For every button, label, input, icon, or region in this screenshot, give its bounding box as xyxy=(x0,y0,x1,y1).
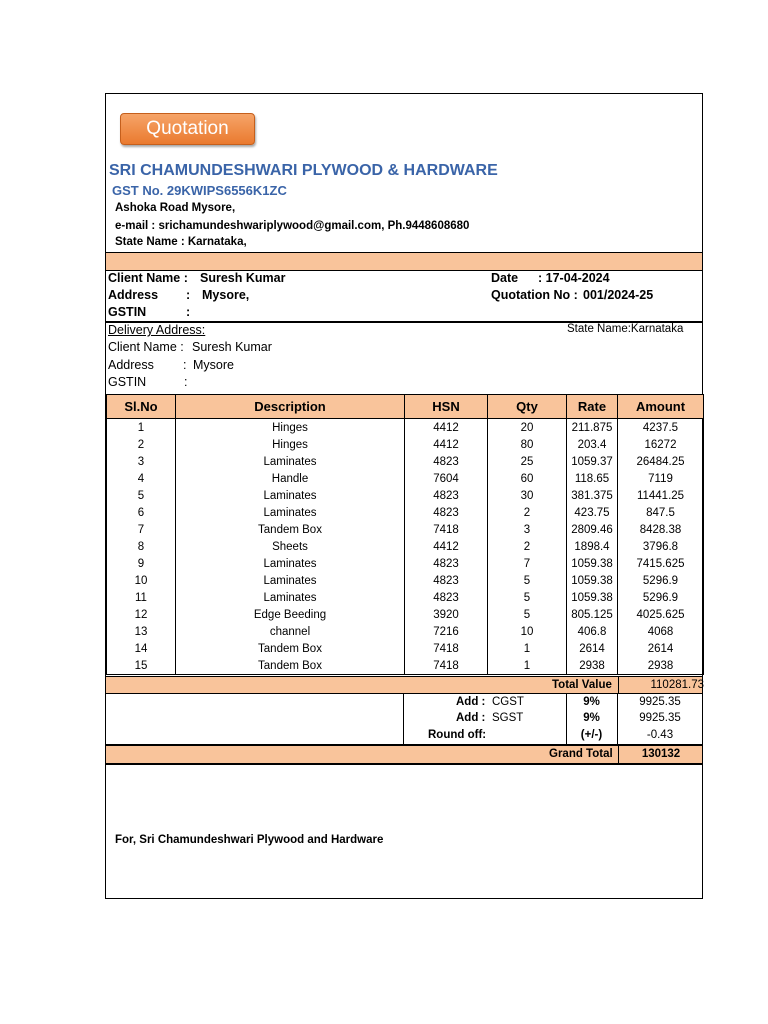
company-name: SRI CHAMUNDESHWARI PLYWOOD & HARDWARE xyxy=(109,162,498,179)
total-value-label: Total Value xyxy=(552,679,612,691)
client-name: Suresh Kumar xyxy=(200,271,286,285)
cell-description: Handle xyxy=(176,470,405,487)
header-amount: Amount xyxy=(618,395,704,419)
client-gstin-label: GSTIN xyxy=(108,305,147,319)
cell-hsn: 4823 xyxy=(405,453,488,470)
cell-qty: 1 xyxy=(488,657,567,675)
cell-qty: 30 xyxy=(488,487,567,504)
cell-rate: 2809.46 xyxy=(567,521,618,538)
cell-rate: 1059.38 xyxy=(567,555,618,572)
total-value: 110281.73 xyxy=(650,679,704,691)
round-off-row xyxy=(404,727,703,744)
cell-slno: 6 xyxy=(107,504,176,521)
cell-qty: 25 xyxy=(488,453,567,470)
quotation-no: 001/2024-25 xyxy=(583,288,654,302)
cell-slno: 15 xyxy=(107,657,176,675)
table-row xyxy=(107,453,704,470)
cell-rate: 1059.38 xyxy=(567,589,618,606)
cell-qty: 1 xyxy=(488,640,567,657)
total-value-row xyxy=(106,676,702,694)
cell-hsn: 4412 xyxy=(405,419,488,437)
grand-total-row xyxy=(106,744,702,765)
company-address: Ashoka Road Mysore, xyxy=(115,202,236,214)
cell-qty: 7 xyxy=(488,555,567,572)
delivery-gstin-label: GSTIN xyxy=(108,375,147,389)
cell-amount: 5296.9 xyxy=(618,572,704,589)
cell-amount: 7415.625 xyxy=(618,555,704,572)
cell-hsn: 4823 xyxy=(405,487,488,504)
delivery-address: Mysore xyxy=(193,358,234,372)
cell-slno: 14 xyxy=(107,640,176,657)
cell-hsn: 4823 xyxy=(405,589,488,606)
delivery-address-sep: : xyxy=(183,358,187,372)
cgst-row xyxy=(404,693,703,711)
cell-slno: 11 xyxy=(107,589,176,606)
cell-qty: 20 xyxy=(488,419,567,437)
cell-slno: 13 xyxy=(107,623,176,640)
cell-hsn: 4412 xyxy=(405,436,488,453)
cell-description: Sheets xyxy=(176,538,405,555)
cell-rate: 423.75 xyxy=(567,504,618,521)
cell-description: Edge Beeding xyxy=(176,606,405,623)
header-rate: Rate xyxy=(567,395,618,419)
date-value: : 17-04-2024 xyxy=(538,271,610,285)
cell-rate: 211.875 xyxy=(567,419,618,437)
cell-slno: 7 xyxy=(107,521,176,538)
client-gstin-sep: : xyxy=(186,305,191,319)
cell-description: Tandem Box xyxy=(176,657,405,675)
table-row xyxy=(107,470,704,487)
client-name-label: Client Name : xyxy=(108,271,188,285)
table-row xyxy=(107,419,704,437)
table-row xyxy=(107,640,704,657)
cell-rate: 1898.4 xyxy=(567,538,618,555)
cell-amount: 2938 xyxy=(618,657,704,675)
cell-hsn: 4823 xyxy=(405,555,488,572)
quotation-sheet xyxy=(105,93,703,899)
cell-qty: 80 xyxy=(488,436,567,453)
cell-rate: 805.125 xyxy=(567,606,618,623)
cell-amount: 4237.5 xyxy=(618,419,704,437)
company-contact: e-mail : srichamundeshwariplywood@gmail.com, Ph.9448608680 xyxy=(115,220,470,232)
table-row xyxy=(107,521,704,538)
delivery-name: Suresh Kumar xyxy=(192,340,272,354)
cell-rate: 381.375 xyxy=(567,487,618,504)
company-state: State Name : Karnataka, xyxy=(115,236,247,248)
cell-slno: 12 xyxy=(107,606,176,623)
date-label: Date xyxy=(491,271,519,285)
client-address-sep: : xyxy=(186,288,191,302)
delivery-state: State Name:Karnataka xyxy=(567,323,684,335)
cell-rate: 406.8 xyxy=(567,623,618,640)
sgst-rate: 9% xyxy=(583,712,600,724)
cell-description: Laminates xyxy=(176,555,405,572)
cell-slno: 10 xyxy=(107,572,176,589)
items-table xyxy=(106,394,704,675)
divider xyxy=(106,270,702,271)
table-row xyxy=(107,572,704,589)
delivery-gstin-sep: : xyxy=(184,375,188,389)
cell-description: Laminates xyxy=(176,504,405,521)
table-row xyxy=(107,504,704,521)
table-row xyxy=(107,487,704,504)
round-off-sign: (+/-) xyxy=(580,729,603,741)
table-header-row xyxy=(107,395,704,419)
cgst-name: CGST xyxy=(492,696,524,708)
round-off-value: -0.43 xyxy=(646,729,674,741)
sgst-row xyxy=(404,710,703,727)
client-address-label: Address xyxy=(108,288,159,302)
cell-description: Laminates xyxy=(176,453,405,470)
cell-description: Hinges xyxy=(176,436,405,453)
cell-qty: 3 xyxy=(488,521,567,538)
cell-hsn: 4823 xyxy=(405,572,488,589)
header-slno: Sl.No xyxy=(107,395,176,419)
tax-block xyxy=(403,693,703,744)
cell-description: Laminates xyxy=(176,572,405,589)
header-hsn: HSN xyxy=(405,395,488,419)
cell-hsn: 4823 xyxy=(405,504,488,521)
cell-hsn: 7418 xyxy=(405,640,488,657)
cell-amount: 847.5 xyxy=(618,504,704,521)
table-row xyxy=(107,623,704,640)
cell-amount: 7119 xyxy=(618,470,704,487)
cell-hsn: 4412 xyxy=(405,538,488,555)
signature-line: For, Sri Chamundeshwari Plywood and Hardware xyxy=(115,834,384,846)
delivery-name-label: Client Name : xyxy=(108,340,184,354)
client-address: Mysore, xyxy=(202,288,250,302)
cell-slno: 4 xyxy=(107,470,176,487)
table-row xyxy=(107,589,704,606)
cell-description: channel xyxy=(176,623,405,640)
quotation-button[interactable]: Quotation xyxy=(120,113,255,145)
header-band xyxy=(106,253,702,270)
cell-description: Hinges xyxy=(176,419,405,437)
table-row xyxy=(107,555,704,572)
cell-amount: 26484.25 xyxy=(618,453,704,470)
round-off-label: Round off: xyxy=(428,729,487,741)
table-row xyxy=(107,606,704,623)
header-qty: Qty xyxy=(488,395,567,419)
cell-rate: 203.4 xyxy=(567,436,618,453)
cell-amount: 4025.625 xyxy=(618,606,704,623)
cell-hsn: 7418 xyxy=(405,657,488,675)
cell-hsn: 7604 xyxy=(405,470,488,487)
table-row xyxy=(107,538,704,555)
cell-description: Laminates xyxy=(176,589,405,606)
cell-qty: 10 xyxy=(488,623,567,640)
cell-amount: 2614 xyxy=(618,640,704,657)
grand-total-label: Grand Total xyxy=(549,748,613,760)
cell-amount: 11441.25 xyxy=(618,487,704,504)
cell-amount: 16272 xyxy=(618,436,704,453)
cell-slno: 9 xyxy=(107,555,176,572)
cell-qty: 2 xyxy=(488,538,567,555)
company-gst: GST No. 29KWIPS6556K1ZC xyxy=(112,183,287,198)
cell-qty: 5 xyxy=(488,572,567,589)
cell-rate: 2614 xyxy=(567,640,618,657)
cell-amount: 3796.8 xyxy=(618,538,704,555)
cell-rate: 1059.37 xyxy=(567,453,618,470)
cgst-rate: 9% xyxy=(583,696,600,708)
cell-description: Tandem Box xyxy=(176,640,405,657)
cell-description: Laminates xyxy=(176,487,405,504)
sgst-value: 9925.35 xyxy=(639,712,681,724)
cell-amount: 5296.9 xyxy=(618,589,704,606)
header-description: Description xyxy=(176,395,405,419)
cell-qty: 5 xyxy=(488,589,567,606)
cell-slno: 8 xyxy=(107,538,176,555)
quotation-no-label: Quotation No : xyxy=(491,288,578,302)
cell-qty: 2 xyxy=(488,504,567,521)
cell-description: Tandem Box xyxy=(176,521,405,538)
cell-hsn: 7418 xyxy=(405,521,488,538)
cell-qty: 60 xyxy=(488,470,567,487)
delivery-address-label: Address xyxy=(108,358,154,372)
grand-total-value: 130132 xyxy=(641,748,681,760)
sgst-label: Add : xyxy=(456,712,486,724)
cell-slno: 2 xyxy=(107,436,176,453)
cell-hsn: 3920 xyxy=(405,606,488,623)
cgst-value: 9925.35 xyxy=(639,696,681,708)
cell-slno: 3 xyxy=(107,453,176,470)
cell-rate: 118.65 xyxy=(567,470,618,487)
cell-slno: 5 xyxy=(107,487,176,504)
cell-qty: 5 xyxy=(488,606,567,623)
delivery-heading: Delivery Address: xyxy=(108,323,206,337)
cell-slno: 1 xyxy=(107,419,176,437)
cell-hsn: 7216 xyxy=(405,623,488,640)
cell-rate: 2938 xyxy=(567,657,618,675)
cell-rate: 1059.38 xyxy=(567,572,618,589)
cell-amount: 8428.38 xyxy=(618,521,704,538)
table-row xyxy=(107,657,704,675)
table-row xyxy=(107,436,704,453)
cell-amount: 4068 xyxy=(618,623,704,640)
sgst-name: SGST xyxy=(492,712,524,724)
cgst-label: Add : xyxy=(456,696,486,708)
